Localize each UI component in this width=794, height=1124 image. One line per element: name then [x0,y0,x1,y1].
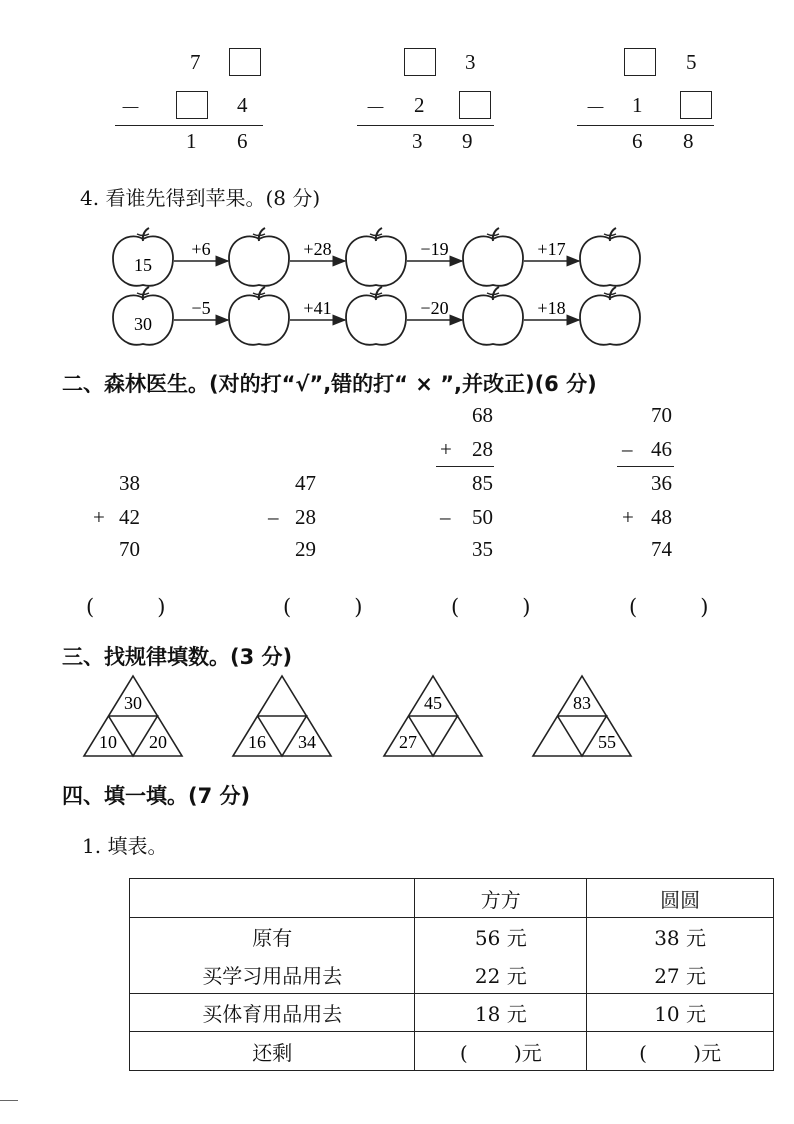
number-triangle [533,676,631,756]
apple-chains [100,225,660,350]
table-cell: 22 元 [415,956,587,994]
section-4-title: 四、填一填。(7 分) [62,784,251,808]
answer-parentheses[interactable]: ( ) [629,595,709,619]
minus-sign: － [585,96,606,120]
number: 28 [472,437,493,461]
triangle-right-number: 55 [598,732,616,752]
operator-sign: – [622,437,633,461]
digit: 6 [632,129,643,153]
section-2-title: 二、森林医生。(对的打“√”,错的打“ × ”,并改正)(6 分) [62,372,597,396]
number: 85 [472,471,493,495]
triangle-left-number: 16 [248,732,266,752]
number: 68 [472,403,493,427]
header-fangfang: 方方 [415,879,587,918]
operation-label: −19 [420,239,449,259]
sum-line [357,125,494,126]
table-cell: 18 元 [415,994,587,1032]
answer-box[interactable] [404,48,436,76]
number-triangle [384,676,482,756]
operator-sign: – [440,505,451,529]
table-cell: 38 元 [587,918,774,956]
operator-sign: + [622,505,634,529]
question-4-title: 4. 看谁先得到苹果。(8 分) [80,186,321,210]
row-label: 买体育用品用去 [130,994,415,1032]
row-label: 还剩 [130,1032,415,1071]
digit: 3 [412,129,423,153]
minus-sign: － [120,96,141,120]
number-triangle [84,676,182,756]
triangle-left-number: 10 [99,732,117,752]
pattern-triangles [80,672,640,762]
number: 35 [472,537,493,561]
triangle-top-number: 83 [573,693,591,713]
answer-parentheses[interactable]: ( ) [86,595,166,619]
number: 38 [119,471,140,495]
apple-icon[interactable] [580,228,640,286]
answer-parentheses[interactable]: ( ) [451,595,531,619]
digit: 6 [237,129,248,153]
number: 36 [651,471,672,495]
number-triangle [233,676,331,756]
operator-sign: + [93,505,105,529]
triangle-top-number: 45 [424,693,442,713]
triangle-left-number: 27 [399,732,417,752]
header-yuanyuan: 圆圆 [587,879,774,918]
operation-label: +17 [537,239,566,259]
minus-sign: － [365,96,386,120]
answer-cell[interactable]: ( )元 [587,1032,774,1071]
apple-icon[interactable] [580,287,640,345]
digit: 4 [237,93,248,117]
number: 47 [295,471,316,495]
row-label: 买学习用品用去 [130,956,415,994]
operator-sign: – [268,505,279,529]
operation-label: +41 [303,298,332,318]
operator-sign: + [440,437,452,461]
page-edge-mark [0,1100,18,1101]
money-table [129,878,774,1071]
section-3-title: 三、找规律填数。(3 分) [62,645,293,669]
operation-label: −5 [191,298,211,318]
answer-box[interactable] [680,91,712,119]
number: 48 [651,505,672,529]
apple-icon[interactable] [346,287,406,345]
table-cell: 27 元 [587,956,774,994]
apple-icon[interactable] [463,287,523,345]
answer-box[interactable] [229,48,261,76]
table-cell: 10 元 [587,994,774,1032]
number: 70 [651,403,672,427]
table-cell: 56 元 [415,918,587,956]
apple-icon[interactable] [463,228,523,286]
answer-box[interactable] [459,91,491,119]
start-number: 15 [134,255,152,275]
apple-icon[interactable] [229,228,289,286]
sum-line [577,125,714,126]
digit: 1 [186,129,197,153]
number: 28 [295,505,316,529]
digit: 8 [683,129,694,153]
operation-label: +28 [303,239,332,259]
header-empty-cell [130,879,415,918]
answer-box[interactable] [176,91,208,119]
sum-line [617,466,674,467]
start-number: 30 [134,314,152,334]
digit: 3 [465,50,476,74]
digit: 2 [414,93,425,117]
triangle-top-number: 30 [124,693,142,713]
number: 42 [119,505,140,529]
answer-box[interactable] [624,48,656,76]
operation-label: −20 [420,298,449,318]
number: 74 [651,537,672,561]
number: 70 [119,537,140,561]
triangle-right-number: 34 [298,732,316,752]
fill-table-title: 1. 填表。 [82,834,168,858]
answer-parentheses[interactable]: ( ) [283,595,363,619]
number: 29 [295,537,316,561]
digit: 1 [632,93,643,117]
answer-cell[interactable]: ( )元 [415,1032,587,1071]
number: 50 [472,505,493,529]
sum-line [436,466,494,467]
operation-label: +6 [191,239,211,259]
digit: 7 [190,50,201,74]
row-label: 原有 [130,918,415,956]
triangle-right-number: 20 [149,732,167,752]
operation-label: +18 [537,298,566,318]
number: 46 [651,437,672,461]
apple-icon[interactable] [346,228,406,286]
apple-icon[interactable] [229,287,289,345]
sum-line [115,125,263,126]
digit: 9 [462,129,473,153]
digit: 5 [686,50,697,74]
